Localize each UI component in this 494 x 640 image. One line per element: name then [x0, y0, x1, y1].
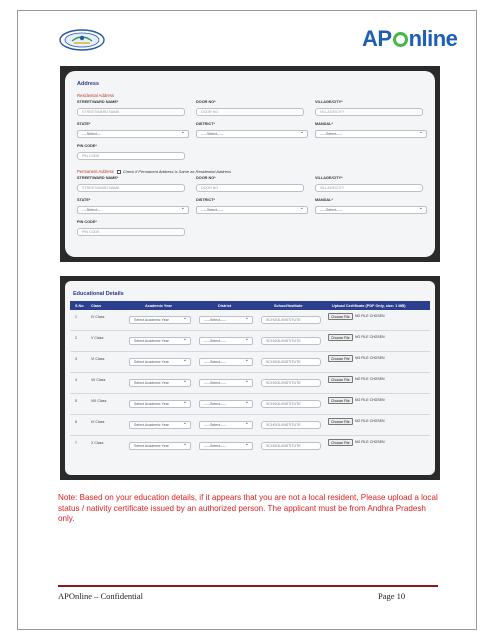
no-file-chosen-text: NO FILE CHOSEN — [355, 377, 385, 381]
academic-year-select[interactable]: Select Academic Year ⌄ — [129, 337, 191, 345]
perm-pin-label: PIN CODE* — [77, 220, 97, 224]
mandal-select[interactable]: -----Select----- ⌄ — [315, 130, 427, 138]
row-divider — [70, 372, 430, 373]
choose-file-button[interactable]: Choose File — [328, 397, 353, 404]
pin-input[interactable]: PIN CODE — [77, 152, 185, 160]
perm-street-input[interactable]: STREET/WARD NAME — [77, 184, 185, 192]
street-input[interactable]: STREET/WARD NAME — [77, 108, 185, 116]
row-sno: 1 — [75, 315, 77, 319]
village-label: VILLAGE/CITY* — [315, 100, 343, 104]
education-screenshot — [60, 276, 440, 480]
choose-file-button[interactable]: Choose File — [328, 439, 353, 446]
academic-year-select[interactable]: Select Academic Year ⌄ — [129, 442, 191, 450]
permanent-address-label: Permanent Address — [77, 169, 114, 174]
district-select[interactable]: -----Select----- ⌄ — [199, 442, 253, 450]
row-class: VII Class — [91, 378, 106, 382]
row-sno: 4 — [75, 378, 77, 382]
choose-file-button[interactable]: Choose File — [328, 313, 353, 320]
row-class: VIII Class — [91, 399, 107, 403]
school-input[interactable]: SCHOOL/INSTITUTE — [261, 421, 321, 429]
no-file-chosen-text: NO FILE CHOSEN — [355, 335, 385, 339]
col-district: District — [218, 303, 232, 308]
perm-street-label: STREET/WARD NAME* — [77, 176, 119, 180]
choose-file-button[interactable]: Choose File — [328, 355, 353, 362]
education-table-header — [70, 301, 430, 310]
academic-year-select[interactable]: Select Academic Year ⌄ — [129, 316, 191, 324]
school-input[interactable]: SCHOOL/INSTITUTE — [261, 316, 321, 324]
no-file-chosen-text: NO FILE CHOSEN — [355, 314, 385, 318]
street-label: STREET/WARD NAME* — [77, 100, 119, 104]
district-select[interactable]: -----Select----- ⌄ — [196, 130, 308, 138]
school-input[interactable]: SCHOOL/INSTITUTE — [261, 442, 321, 450]
perm-district-label: DISTRICT* — [196, 198, 215, 202]
same-address-checkbox[interactable] — [117, 170, 121, 174]
row-sno: 5 — [75, 399, 77, 403]
row-sno: 7 — [75, 441, 77, 445]
perm-mandal-select[interactable]: -----Select----- ⌄ — [315, 206, 427, 214]
row-divider — [70, 393, 430, 394]
perm-state-select[interactable]: ----Select---- ⌄ — [77, 206, 189, 214]
choose-file-button[interactable]: Choose File — [328, 334, 353, 341]
logo-suffix: nline — [408, 26, 458, 51]
permanent-address-row — [77, 169, 231, 174]
government-emblem-logo — [58, 28, 106, 52]
school-input[interactable]: SCHOOL/INSTITUTE — [261, 358, 321, 366]
choose-file-button[interactable]: Choose File — [328, 376, 353, 383]
no-file-chosen-text: NO FILE CHOSEN — [355, 419, 385, 423]
logo-prefix: AP — [362, 26, 392, 51]
col-upload: Upload Certificate (PDF Only, size: 1 MB) — [332, 303, 406, 308]
footer-page-number: Page 10 — [378, 591, 406, 601]
perm-village-input[interactable]: VILLAGE/CITY — [315, 184, 423, 192]
row-divider — [70, 414, 430, 415]
footer-confidential: APOnline – Confidential — [58, 591, 143, 601]
row-class: X Class — [91, 441, 104, 445]
education-title: Educational Details — [73, 291, 124, 297]
perm-mandal-label: MANDAL* — [315, 198, 333, 202]
pin-label: PIN CODE* — [77, 144, 97, 148]
academic-year-select[interactable]: Select Academic Year ⌄ — [129, 421, 191, 429]
door-label: DOOR NO* — [196, 100, 216, 104]
state-select[interactable]: ----Select---- ⌄ — [77, 130, 189, 138]
row-divider — [70, 435, 430, 436]
perm-door-input[interactable]: DOOR NO — [196, 184, 304, 192]
village-input[interactable]: VILLAGE/CITY — [315, 108, 423, 116]
row-sno: 2 — [75, 336, 77, 340]
row-sno: 6 — [75, 420, 77, 424]
district-select[interactable]: -----Select----- ⌄ — [199, 358, 253, 366]
academic-year-select[interactable]: Select Academic Year ⌄ — [129, 358, 191, 366]
district-label: DISTRICT* — [196, 122, 215, 126]
perm-state-label: STATE* — [77, 198, 91, 202]
school-input[interactable]: SCHOOL/INSTITUTE — [261, 400, 321, 408]
same-address-text: Check if Permanent Address is Same as Residential Address — [122, 169, 231, 174]
district-select[interactable]: -----Select----- ⌄ — [199, 337, 253, 345]
mandal-label: MANDAL* — [315, 122, 333, 126]
col-school: School/Institute — [274, 303, 303, 308]
aponline-logo — [362, 26, 457, 52]
footer-rule — [58, 585, 438, 587]
school-input[interactable]: SCHOOL/INSTITUTE — [261, 379, 321, 387]
address-title: Address — [77, 81, 100, 87]
col-academic-year: Academic Year — [145, 303, 172, 308]
district-select[interactable]: -----Select----- ⌄ — [199, 379, 253, 387]
address-screenshot — [60, 66, 440, 262]
district-select[interactable]: -----Select----- ⌄ — [199, 316, 253, 324]
choose-file-button[interactable]: Choose File — [328, 418, 353, 425]
row-divider — [70, 351, 430, 352]
school-input[interactable]: SCHOOL/INSTITUTE — [261, 337, 321, 345]
academic-year-select[interactable]: Select Academic Year ⌄ — [129, 400, 191, 408]
row-class: IX Class — [91, 420, 105, 424]
row-class: VI Class — [91, 357, 105, 361]
row-class: V Class — [91, 336, 104, 340]
col-class: Class — [91, 303, 102, 308]
district-select[interactable]: -----Select----- ⌄ — [199, 400, 253, 408]
perm-village-label: VILLAGE/CITY* — [315, 176, 343, 180]
row-class: IV Class — [91, 315, 105, 319]
no-file-chosen-text: NO FILE CHOSEN — [355, 440, 385, 444]
door-input[interactable]: DOOR NO — [196, 108, 304, 116]
state-label: STATE* — [77, 122, 91, 126]
perm-district-select[interactable]: -----Select----- ⌄ — [196, 206, 308, 214]
residential-address-label: Residential Address — [77, 93, 115, 98]
row-sno: 3 — [75, 357, 77, 361]
no-file-chosen-text: NO FILE CHOSEN — [355, 356, 385, 360]
row-divider — [70, 330, 430, 331]
perm-pin-input[interactable]: PIN CODE — [77, 228, 185, 236]
perm-door-label: DOOR NO* — [196, 176, 216, 180]
note-text: Note: Based on your education details, if it appears that you are not a local resident, Please upload a local status / nativity certificate issued by an authorized person. The applicant must be from Andhra Pradesh only. — [58, 493, 438, 524]
district-select[interactable]: -----Select----- ⌄ — [199, 421, 253, 429]
logo-o-ring-icon — [393, 32, 408, 47]
col-sno: S.No — [75, 303, 84, 308]
academic-year-select[interactable]: Select Academic Year ⌄ — [129, 379, 191, 387]
no-file-chosen-text: NO FILE CHOSEN — [355, 398, 385, 402]
